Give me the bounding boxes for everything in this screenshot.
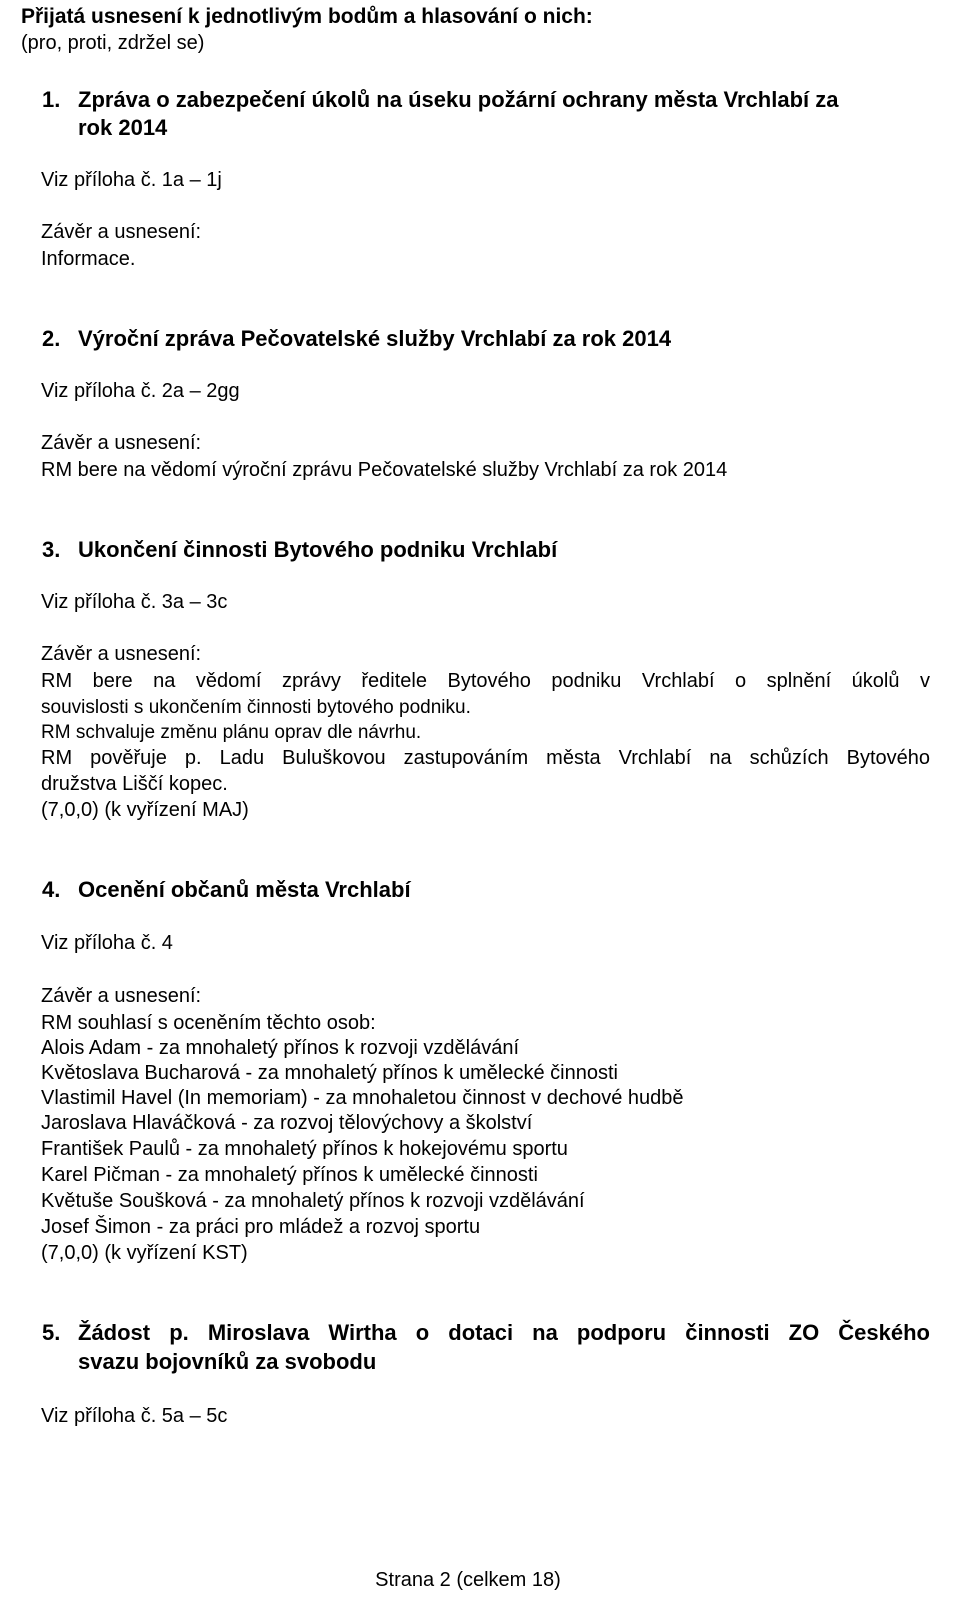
resolution-line: RM bere na vědomí zprávy ředitele Bytového podniku Vrchlabí o splnění úkolů v <box>41 670 930 692</box>
item-title: Ukončení činnosti Bytového podniku Vrchlabí <box>78 537 558 562</box>
attachment-reference: Viz příloha č. 3a – 3c <box>41 591 228 613</box>
resolution-line: souvislosti s ukončením činnosti bytového podniku. <box>41 697 471 718</box>
item-title: Zpráva o zabezpečení úkolů na úseku požární ochrany města Vrchlabí za <box>78 87 839 112</box>
item-number: 1. <box>42 87 61 112</box>
attachment-reference: Viz příloha č. 5a – 5c <box>41 1405 228 1427</box>
award-entry: František Paulů - za mnohaletý přínos k hokejovému sportu <box>41 1138 568 1160</box>
attachment-reference: Viz příloha č. 1a – 1j <box>41 169 222 191</box>
page-subheading: (pro, proti, zdržel se) <box>21 32 205 54</box>
award-entry: Karel Pičman - za mnohaletý přínos k umělecké činnosti <box>41 1164 538 1186</box>
page-number: Strana 2 (celkem 18) <box>375 1569 561 1591</box>
vote-result: (7,0,0) (k vyřízení KST) <box>41 1242 248 1264</box>
item-title: Ocenění občanů města Vrchlabí <box>78 877 411 902</box>
resolution-line: RM souhlasí s oceněním těchto osob: <box>41 1012 376 1034</box>
item-number: 2. <box>42 326 61 351</box>
resolution-text: RM bere na vědomí výroční zprávu Pečovatelské služby Vrchlabí za rok 2014 <box>41 459 728 481</box>
award-entry: Květuše Soušková - za mnohaletý přínos k rozvoji vzdělávání <box>41 1190 585 1212</box>
resolution-line: družstva Liščí kopec. <box>41 773 228 795</box>
page-heading: Přijatá usnesení k jednotlivým bodům a hlasování o nich: <box>21 5 593 28</box>
resolution-line: RM pověřuje p. Ladu Buluškovou zastupováním města Vrchlabí na schůzích Bytového <box>41 747 930 769</box>
item-title-continued: rok 2014 <box>78 115 168 140</box>
vote-result: (7,0,0) (k vyřízení MAJ) <box>41 799 249 821</box>
attachment-reference: Viz příloha č. 4 <box>41 932 173 954</box>
item-title-continued: svazu bojovníků za svobodu <box>78 1349 377 1374</box>
conclusion-label: Závěr a usnesení: <box>41 643 202 665</box>
conclusion-label: Závěr a usnesení: <box>41 985 202 1007</box>
award-entry: Květoslava Bucharová - za mnohaletý přínos k umělecké činnosti <box>41 1062 618 1084</box>
item-number: 5. <box>42 1320 61 1345</box>
attachment-reference: Viz příloha č. 2a – 2gg <box>41 380 240 402</box>
conclusion-label: Závěr a usnesení: <box>41 221 202 243</box>
conclusion-label: Závěr a usnesení: <box>41 432 202 454</box>
resolution-line: RM schvaluje změnu plánu oprav dle návrhu. <box>41 722 422 743</box>
award-entry: Alois Adam - za mnohaletý přínos k rozvoji vzdělávání <box>41 1037 519 1059</box>
item-title: Žádost p. Miroslava Wirtha o dotaci na podporu činnosti ZO Českého <box>78 1320 930 1345</box>
resolution-text: Informace. <box>41 248 136 270</box>
item-number: 3. <box>42 537 61 562</box>
award-entry: Josef Šimon - za práci pro mládež a rozvoj sportu <box>41 1216 481 1238</box>
award-entry: Jaroslava Hlaváčková - za rozvoj tělovýchovy a školství <box>41 1112 533 1134</box>
item-title: Výroční zpráva Pečovatelské služby Vrchlabí za rok 2014 <box>78 326 672 351</box>
item-number: 4. <box>42 877 61 902</box>
award-entry: Vlastimil Havel (In memoriam) - za mnohaletou činnost v dechové hudbě <box>41 1087 684 1109</box>
